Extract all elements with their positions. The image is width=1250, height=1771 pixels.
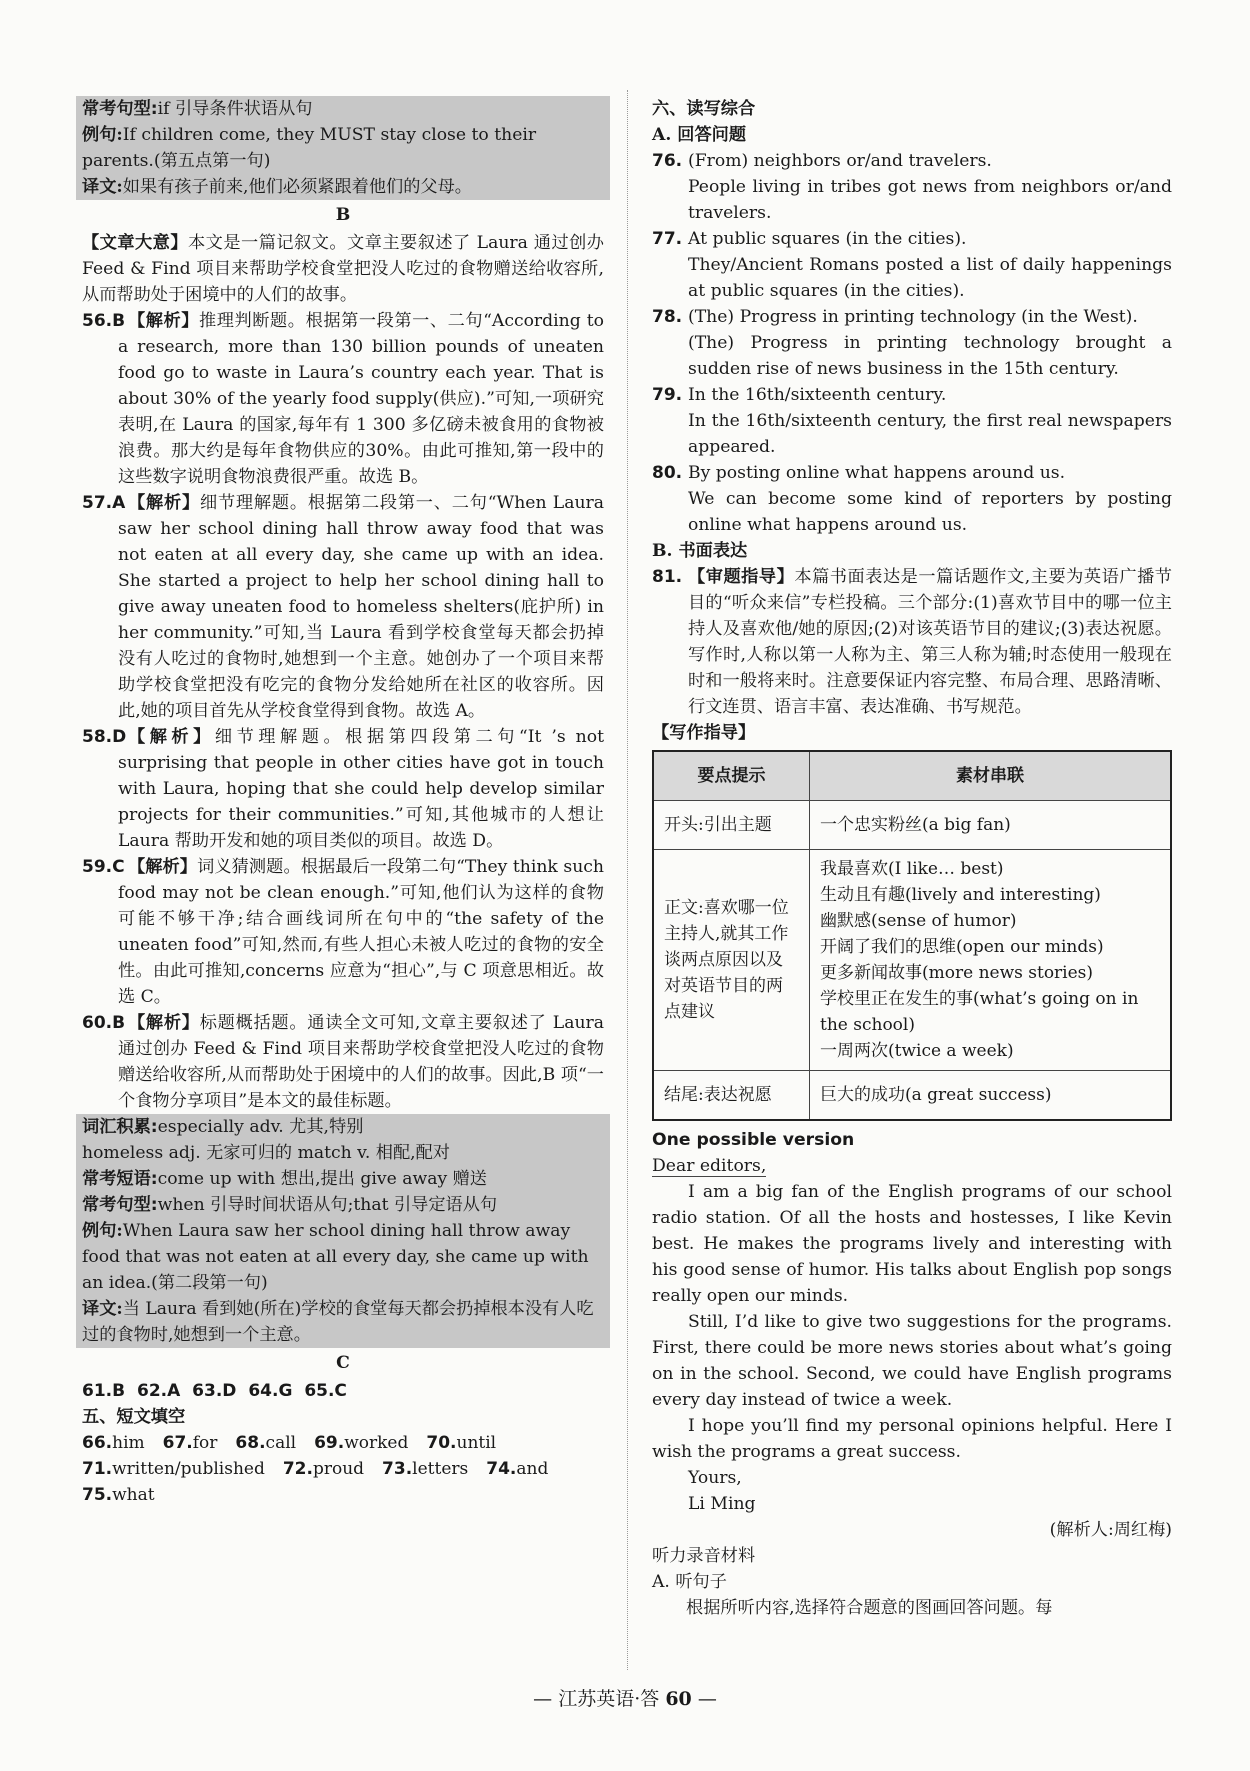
- summary-label: 【文章大意】: [82, 233, 189, 253]
- fill-num: 69.: [314, 1433, 345, 1453]
- question-81: [652, 564, 1172, 720]
- part-a-heading: A. 回答问题: [652, 125, 747, 145]
- analyst: (解析人:周红梅): [1049, 1520, 1172, 1540]
- letter-paragraph: Still, I’d like to give two suggestions for the programs. First, there could be more news stories about what’s going on in the school. Second, we could have English programs every day instead of twice a week.: [652, 1312, 1172, 1410]
- text: When Laura saw her school dining hall throw away food that was not eaten at all every day, she came up with an idea.(第二段第一句): [82, 1221, 589, 1293]
- listening-text: 根据所听内容,选择符合题意的图画回答问题。每: [686, 1598, 1053, 1618]
- answer-short: At public squares (in the cities).: [688, 229, 967, 249]
- c-answers: 61.B 62.A 63.D 64.G 65.C: [82, 1381, 347, 1401]
- table-cell-material: [810, 1071, 1172, 1121]
- fill-num: 75.: [82, 1485, 113, 1505]
- fill-num: 73.: [382, 1459, 413, 1479]
- fill-answers: [82, 1430, 604, 1508]
- answer-item: [652, 460, 1172, 538]
- material-line: 一个忠实粉丝(a big fan): [820, 815, 1011, 835]
- fill-row: [82, 1482, 604, 1508]
- fill-word: and: [516, 1459, 549, 1479]
- table-row: [653, 1071, 1171, 1121]
- q-tag: 【解析】: [128, 727, 215, 747]
- text: if 引导条件状语从句: [157, 99, 313, 119]
- answer-item: [652, 226, 1172, 304]
- version-title: One possible version: [652, 1130, 855, 1150]
- table-row: [653, 801, 1171, 850]
- text: homeless adj. 无家可归的 match v. 相配,配对: [82, 1143, 450, 1163]
- fill-answer: [382, 1459, 468, 1479]
- label: 译文:: [82, 1299, 123, 1319]
- fill-num: 68.: [235, 1433, 266, 1453]
- fill-answer: [486, 1459, 548, 1479]
- answer-short: In the 16th/sixteenth century.: [688, 385, 947, 405]
- label: 词汇积累:: [82, 1117, 158, 1137]
- fill-word: what: [112, 1485, 155, 1505]
- table-cell-point: 结尾:表达祝愿: [653, 1071, 810, 1121]
- table-row: [653, 850, 1171, 1071]
- signature: Li Ming: [688, 1494, 756, 1514]
- fill-answer: [82, 1433, 145, 1453]
- left-column: [82, 96, 604, 1508]
- sample-letter: [652, 1153, 1172, 1517]
- question-59: [82, 854, 604, 1010]
- fill-num: 71.: [82, 1459, 113, 1479]
- q-tag: 【解析】: [128, 311, 200, 331]
- fill-num: 74.: [486, 1459, 517, 1479]
- text: 如果有孩子前来,他们必须紧跟着他们的父母。: [122, 177, 472, 197]
- label: 译文:: [82, 177, 123, 197]
- fill-word: letters: [412, 1459, 469, 1479]
- label: 常考句型:: [82, 1195, 158, 1215]
- q-num: 56.B: [82, 311, 126, 331]
- answer-full: People living in tribes got news from neighbors or/and travelers.: [688, 177, 1172, 223]
- answer-num: 78.: [652, 307, 683, 327]
- letter-paragraph: I hope you’ll find my personal opinions helpful. Here I wish the programs a great success.: [652, 1416, 1172, 1462]
- writing-guide-table: [652, 750, 1172, 1121]
- summary-text: 本文是一篇记叙文。文章主要叙述了 Laura 通过创办 Feed & Find 项目来帮助学校食堂把没人吃过的食物赠送给收容所,从而帮助处于困境中的人们的故事。: [82, 233, 604, 305]
- material-line: 学校里正在发生的事(what’s going on in the school): [820, 989, 1139, 1035]
- answer-num: 77.: [652, 229, 683, 249]
- answer-full: We can become some kind of reporters by posting online what happens around us.: [688, 489, 1172, 535]
- q-text: 标题概括题。通读全文可知,文章主要叙述了 Laura 通过创办 Feed & Find 项目来帮助学校食堂把没人吃过的食物赠送给收容所,从而帮助处于困境中的人们的故事。因此,B 项“一个食物分享项目”是本文的最佳标题。: [118, 1013, 604, 1111]
- q-num: 59.C: [82, 857, 125, 877]
- fill-answer: [82, 1485, 155, 1505]
- fill-num: 72.: [282, 1459, 313, 1479]
- label: 例句:: [82, 1221, 123, 1241]
- page-footer: [0, 1684, 1250, 1711]
- material-line: 我最喜欢(I like… best): [820, 859, 1004, 879]
- fill-row: [82, 1430, 604, 1456]
- table-cell-material: [810, 850, 1172, 1071]
- material-line: 幽默感(sense of humor): [820, 911, 1017, 931]
- answer-short: (The) Progress in printing technology (in the West).: [688, 307, 1138, 327]
- label: 例句:: [82, 125, 123, 145]
- q-text: 词义猜测题。根据最后一段第二句“They think such food may not be clean enough.”可知,他们认为这样的食物可能不够干净;结合画线词所在句中的“the safety of the uneaten food”可知,然而,有些人担心未被人吃过的食物的安全性。由此可推知,concerns 应意为“担心”,与 C 项意思相近。故选 C。: [118, 857, 604, 1007]
- fill-word: until: [456, 1433, 497, 1453]
- section-6-heading: 六、读写综合: [652, 99, 756, 119]
- answer-full: (The) Progress in printing technology brought a sudden rise of news business in the 15th century.: [688, 333, 1172, 379]
- material-line: 生动且有趣(lively and interesting): [820, 885, 1101, 905]
- fill-word: him: [112, 1433, 145, 1453]
- section-b-heading: B: [335, 205, 351, 225]
- q-tag: 【解析】: [128, 857, 198, 877]
- q-num: 60.B: [82, 1013, 126, 1033]
- table-cell-material: [810, 801, 1172, 850]
- fill-answer: [163, 1433, 218, 1453]
- answer-num: 80.: [652, 463, 683, 483]
- answer-short: By posting online what happens around us.: [688, 463, 1066, 483]
- letter-paragraph: I am a big fan of the English programs of our school radio station. Of all the hosts and hostesses, I like Kevin best. He makes the programs lively and interesting with his good sense of humor. His talks about English pop songs really open our minds.: [652, 1182, 1172, 1306]
- column-divider: [627, 90, 628, 1670]
- q-text: 推理判断题。根据第一段第一、二句“According to a research, more than 130 billion pounds of uneaten food go to waste in Laura’s country each year. That is about 30% of the yearly food supply(供应).”可知,一项研究表明,在 Laura 的国家,每年有 1 300 多亿磅未被食用的食物被浪费。那大约是每年食物供应的30%。由此可推知,第一段中的这些数字说明食物浪费很严重。故选 B。: [118, 311, 604, 487]
- part-b-heading: B. 书面表达: [652, 541, 748, 561]
- fill-num: 67.: [162, 1433, 193, 1453]
- question-60: [82, 1010, 604, 1114]
- text: 当 Laura 看到她(所在)学校的食堂每天都会扔掉根本没有人吃过的食物时,她想到一个主意。: [82, 1299, 594, 1345]
- fill-word: call: [265, 1433, 297, 1453]
- fill-word: worked: [344, 1433, 409, 1453]
- answer-num: 79.: [652, 385, 683, 405]
- footer-dash: —: [697, 1688, 717, 1710]
- listening-part-a: A. 听句子: [652, 1572, 727, 1592]
- material-line: 更多新闻故事(more news stories): [820, 963, 1094, 983]
- fill-answer: [314, 1433, 408, 1453]
- q-num: 58.D: [82, 727, 127, 747]
- section-5-heading: 五、短文填空: [82, 1407, 186, 1427]
- greeting: Dear editors,: [652, 1156, 767, 1176]
- fill-word: proud: [312, 1459, 365, 1479]
- q-text: 细节理解题。根据第四段第二句“It ’s not surprising that people in other cities have got in touch with Laura, hoping that she could help develop similar projects for their communities.”可知,其他城市的人想让 Laura 帮助开发和她的项目类似的项目。故选 D。: [118, 727, 604, 851]
- answer-list: [652, 148, 1172, 538]
- vocabulary-box: [76, 1114, 610, 1348]
- material-line: 一周两次(twice a week): [820, 1041, 1014, 1061]
- writing-guide-label: 【写作指导】: [652, 723, 756, 743]
- fill-answer: [283, 1459, 364, 1479]
- page-number: 60: [665, 1688, 692, 1710]
- answer-full: In the 16th/sixteenth century, the first real newspapers appeared.: [688, 411, 1172, 457]
- table-header: 要点提示: [653, 751, 810, 801]
- question-56: [82, 308, 604, 490]
- listening-title: 听力录音材料: [652, 1546, 756, 1566]
- q-text: 本篇书面表达是一篇话题作文,主要为英语广播节目的“听众来信”专栏投稿。三个部分:(1)喜欢节目中的哪一位主持人及喜欢他/她的原因;(2)对该英语节目的建议;(3)表达祝愿。写作时,人称以第一人称为主、第三人称为辅;时态使用一般现在时和一般将来时。注意要保证内容完整、布局合理、思路清晰、行文连贯、语言丰富、表达准确、书写规范。: [688, 567, 1172, 717]
- fill-num: 66.: [82, 1433, 113, 1453]
- footer-text: — 江苏英语·答: [533, 1688, 660, 1710]
- table-header: 素材串联: [810, 751, 1172, 801]
- closing: Yours,: [688, 1468, 742, 1488]
- answer-num: 76.: [652, 151, 683, 171]
- text: If children come, they MUST stay close to their parents.(第五点第一句): [82, 125, 537, 171]
- q-tag: 【解析】: [128, 1013, 200, 1033]
- answer-item: [652, 148, 1172, 226]
- text: especially adv. 尤其,特别: [157, 1117, 364, 1137]
- section-c-heading: C: [336, 1353, 350, 1373]
- q-tag: 【审题指导】: [688, 567, 795, 587]
- summary: [82, 230, 604, 308]
- fill-num: 70.: [426, 1433, 457, 1453]
- question-58: [82, 724, 604, 854]
- material-line: 巨大的成功(a great success): [820, 1085, 1052, 1105]
- fill-word: written/published: [112, 1459, 265, 1479]
- table-cell-point: 开头:引出主题: [653, 801, 810, 850]
- label: 常考句型:: [82, 99, 158, 119]
- answer-item: [652, 304, 1172, 382]
- fill-answer: [82, 1459, 265, 1479]
- q-tag: 【解析】: [128, 493, 200, 513]
- answer-item: [652, 382, 1172, 460]
- q-text: 细节理解题。根据第二段第一、二句“When Laura saw her school dining hall throw away food that was not eaten at all every day, she came up with an idea. She started a project to help her school dining hall to give away uneaten food to homeless shelters(庇护所) in her community.”可知,当 Laura 看到学校食堂每天都会扔掉没有人吃过的食物时,她想到一个主意。她创办了一个项目来帮助学校食堂把没有吃完的食物分发给她所在社区的收容所。因此,她的项目首先从学校食堂得到食物。故选 A。: [118, 493, 604, 721]
- right-column: [652, 96, 1172, 1621]
- q-num: 57.A: [82, 493, 126, 513]
- table-cell-point: 正文:喜欢哪一位主持人,就其工作谈两点原因以及对英语节目的两点建议: [653, 850, 810, 1071]
- fill-word: for: [192, 1433, 218, 1453]
- material-line: 开阔了我们的思维(open our minds): [820, 937, 1104, 957]
- text: come up with 想出,提出 give away 赠送: [157, 1169, 487, 1189]
- text: when 引导时间状语从句;that 引导定语从句: [157, 1195, 498, 1215]
- sentence-pattern-box: [76, 96, 610, 200]
- answer-full: They/Ancient Romans posted a list of daily happenings at public squares (in the cities).: [688, 255, 1172, 301]
- label: 常考短语:: [82, 1169, 158, 1189]
- q-num: 81.: [652, 567, 683, 587]
- fill-answer: [235, 1433, 296, 1453]
- question-57: [82, 490, 604, 724]
- fill-row: [82, 1456, 604, 1482]
- fill-answer: [426, 1433, 496, 1453]
- answer-short: (From) neighbors or/and travelers.: [688, 151, 992, 171]
